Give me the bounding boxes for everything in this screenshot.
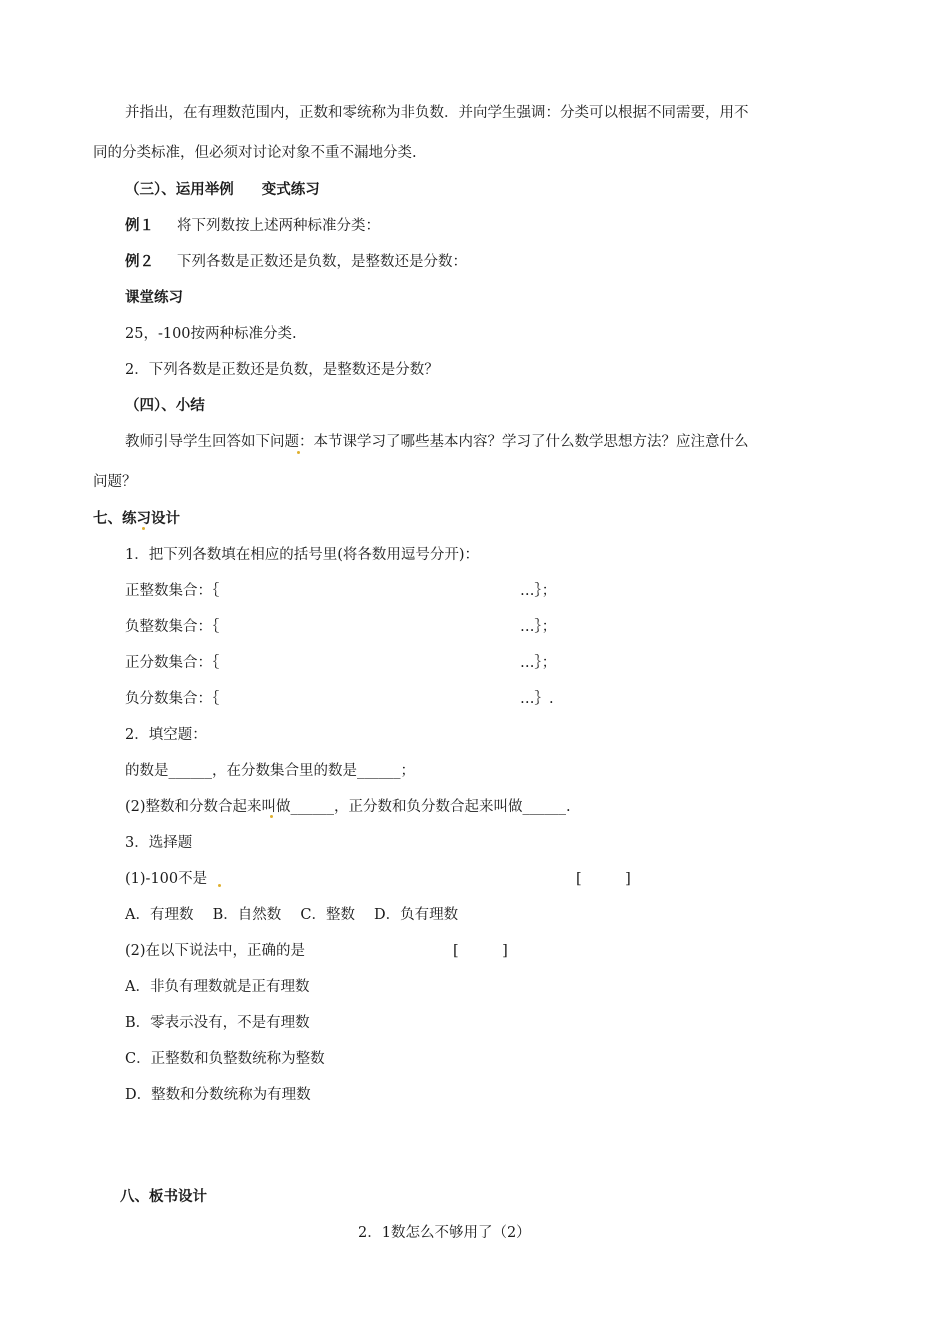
edit-mark	[142, 527, 145, 530]
choice-option: B．零表示没有，不是有理数	[125, 1015, 310, 1031]
set-end: …｝；	[520, 619, 557, 635]
choice-stem: (2)在以下说法中，正确的是	[125, 943, 306, 959]
practice-item: 25，-100按两种标准分类.	[125, 326, 297, 342]
question-1: 1．把下列各数填在相应的括号里(将各数用逗号分开)：	[125, 547, 480, 563]
example-label: 例２	[125, 254, 154, 270]
choice-option: C．正整数和负整数统称为整数	[125, 1051, 325, 1067]
set-row	[125, 617, 556, 637]
choice-stem: (1)-100不是	[125, 871, 208, 887]
section-heading: 七、练习设计	[93, 511, 180, 527]
paragraph-line: 教师引导学生回答如下问题：本节课学习了哪些基本内容？学习了什么数学思想方法？应注意什么	[125, 434, 749, 450]
example-1	[125, 216, 380, 236]
set-label: 负分数集合：｛	[125, 691, 220, 707]
answer-bracket: [ ]	[453, 943, 508, 959]
section-heading: 八、板书设计	[120, 1189, 207, 1205]
set-end: …｝；	[520, 655, 557, 671]
set-row	[125, 581, 556, 601]
board-title: 2．1数怎么不够用了（2）	[358, 1225, 531, 1241]
set-end: …｝.	[520, 691, 554, 707]
practice-title: 课堂练习	[125, 290, 183, 306]
choice-option: A．非负有理数就是正有理数	[125, 979, 310, 995]
set-label: 正整数集合：｛	[125, 583, 220, 599]
example-text: 下列各数是正数还是负数，是整数还是分数：	[177, 254, 467, 270]
fill-blank-line: 的数是______，在分数集合里的数是______；	[125, 763, 415, 779]
paragraph-line: 问题？	[93, 474, 137, 490]
section-heading: （四）、小结	[125, 398, 205, 414]
set-label: 正分数集合：｛	[125, 655, 220, 671]
set-label: 负整数集合：｛	[125, 619, 220, 635]
paragraph-line: 同的分类标准，但必须对讨论对象不重不漏地分类.	[93, 145, 417, 161]
set-row	[125, 689, 554, 709]
fill-blank-line: (2)整数和分数合起来叫做______，正分数和负分数合起来叫做______.	[125, 799, 571, 815]
question-3: 3．选择题	[125, 835, 193, 851]
practice-item: 2．下列各数是正数还是负数，是整数还是分数？	[125, 362, 439, 378]
example-2	[125, 252, 467, 272]
choice-question	[125, 941, 508, 961]
choice-option: D．整数和分数统称为有理数	[125, 1087, 311, 1103]
choice-question	[125, 869, 631, 889]
section-title: （三）、运用举例	[125, 182, 234, 198]
paragraph-line: 并指出，在有理数范围内，正数和零统称为非负数．并向学生强调：分类可以根据不同需要，用不	[125, 105, 749, 121]
set-row	[125, 653, 556, 673]
set-end: …｝；	[520, 583, 557, 599]
answer-bracket: [ ]	[576, 871, 631, 887]
example-label: 例１	[125, 218, 154, 234]
edit-mark	[270, 815, 273, 818]
section-heading	[125, 180, 320, 200]
example-text: 将下列数按上述两种标准分类：	[177, 218, 380, 234]
edit-mark	[297, 451, 300, 454]
question-2: 2．填空题：	[125, 727, 207, 743]
section-subtitle: 变式练习	[261, 182, 320, 198]
choice-options: A．有理数 B．自然数 C．整数 D．负有理数	[125, 907, 459, 923]
edit-mark	[218, 884, 221, 887]
